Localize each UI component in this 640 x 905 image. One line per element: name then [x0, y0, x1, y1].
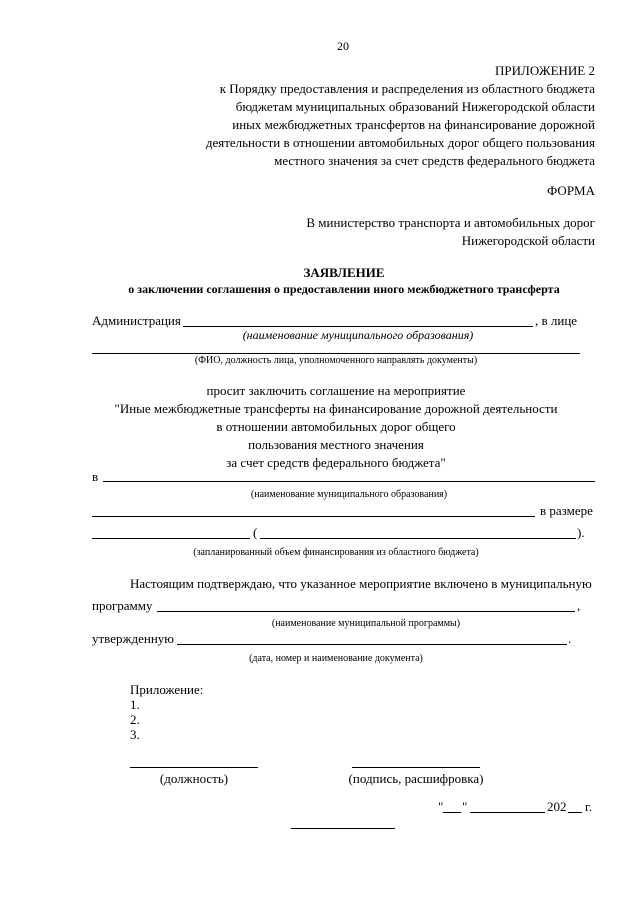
program-field[interactable] — [157, 611, 575, 612]
date-suffix: г. — [585, 799, 593, 814]
administration-hint: (наименование муниципального образования) — [242, 328, 474, 342]
attachment-item: 1. — [130, 697, 140, 712]
approved-label: утвержденную — [92, 631, 175, 646]
amount-close-paren: ). — [577, 525, 585, 540]
position-field[interactable] — [130, 767, 258, 768]
program-hint: (наименование муниципальной программы) — [271, 618, 461, 629]
appendix-line: бюджетам муниципальных образований Нижегородской области — [235, 99, 595, 114]
appendix-line: к Порядку предоставления и распределения из областного бюджета — [219, 81, 595, 96]
amount-hint: (запланированный объем финансирования из областного бюджета) — [193, 547, 479, 558]
request-line: за счет средств федерального бюджета" — [226, 455, 446, 470]
addressee-line: Нижегородской области — [461, 233, 595, 248]
approved-suffix: . — [568, 631, 572, 646]
date-close-quote: " — [462, 799, 468, 814]
attachment-label: Приложение: — [130, 682, 204, 697]
municipality-field[interactable] — [103, 481, 595, 482]
confirm-text: Настоящим подтверждаю, что указанное мероприятие включено в муниципальную — [130, 576, 592, 591]
approved-hint: (дата, номер и наименование документа) — [249, 653, 423, 664]
document-subtitle: о заключении соглашения о предоставлении иного межбюджетного трансферта — [128, 282, 560, 296]
date-month-field[interactable] — [470, 812, 545, 813]
date-year-field[interactable] — [568, 812, 582, 813]
appendix-line: местного значения за счет средств федерального бюджета — [274, 153, 595, 168]
administration-label: Администрация — [92, 313, 181, 328]
page-number: 20 — [337, 39, 349, 53]
request-line: просит заключить соглашение на мероприятие — [206, 383, 466, 398]
attachment-item: 2. — [130, 712, 140, 727]
date-year: 202 — [547, 799, 567, 814]
signature-field[interactable] — [352, 767, 480, 768]
request-line: "Иные межбюджетные трансферты на финансирование дорожной деятельности — [114, 401, 558, 416]
in-label: в — [92, 469, 99, 484]
amount-open-paren: ( — [253, 525, 258, 540]
date-open-quote: " — [438, 799, 444, 814]
program-label: программу — [92, 598, 153, 613]
appendix-line: деятельности в отношении автомобильных дорог общего пользования — [205, 135, 595, 150]
form-label: ФОРМА — [547, 183, 595, 198]
amount-words-field[interactable] — [260, 538, 576, 539]
appendix-line: иных межбюджетных трансфертов на финансирование дорожной — [232, 117, 595, 132]
document-title: ЗАЯВЛЕНИЕ — [303, 265, 385, 280]
addressee-line: В министерство транспорта и автомобильных дорог — [306, 215, 595, 230]
fio-hint: (ФИО, должность лица, уполномоченного направлять документы) — [194, 355, 478, 366]
amount-field[interactable] — [92, 516, 535, 517]
administration-suffix: , в лице — [535, 313, 578, 328]
date-day-field[interactable] — [443, 812, 461, 813]
fio-field[interactable] — [92, 353, 580, 354]
footer-divider — [291, 828, 395, 829]
amount-number-field[interactable] — [92, 538, 250, 539]
signature-hint: (подпись, расшифровка) — [348, 771, 484, 786]
position-hint: (должность) — [159, 771, 229, 786]
attachment-item: 3. — [130, 727, 140, 742]
program-suffix: , — [577, 598, 581, 613]
amount-suffix: в размере — [540, 503, 593, 518]
approved-field[interactable] — [177, 644, 567, 645]
request-line: в отношении автомобильных дорог общего — [216, 419, 456, 434]
administration-field[interactable] — [183, 326, 533, 327]
request-line: пользования местного значения — [248, 437, 424, 452]
municipality-hint: (наименование муниципального образования) — [250, 489, 448, 500]
appendix-title: ПРИЛОЖЕНИЕ 2 — [495, 63, 595, 78]
